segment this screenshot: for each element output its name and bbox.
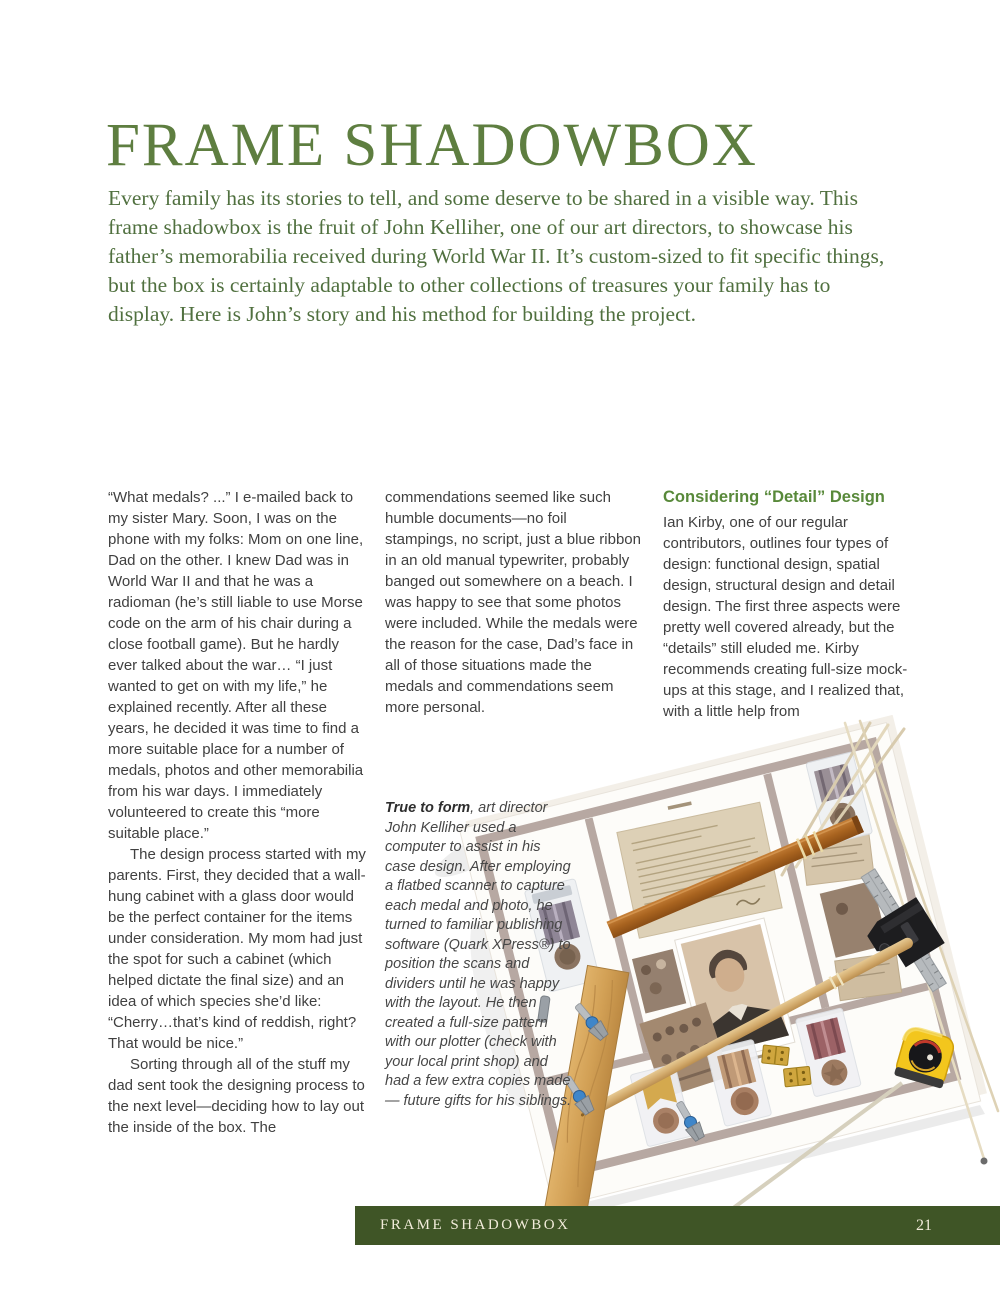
caption-text: , art director John Kelliher used a computer to assist in his case design. After employing a flatbed scanner to capture each medal and photo, he turned to familiar publishing software (Quark XPress®) to position the scans and dividers until he was happy with the layout. He then created a full-size pattern with our plotter (check with your local print shop) and had a few extra copies made— future gifts for his siblings. bbox=[385, 800, 572, 1109]
hinge-icon bbox=[762, 1045, 790, 1066]
body-paragraph: Sorting through all of the stuff my dad sent took the designing process to the next level—deciding how to lay out the inside of the box. The bbox=[108, 1056, 365, 1136]
body-paragraph: commendations seemed like such humble documents—no foil stampings, no script, just a blue ribbon in an old manual typewriter, probably banged out somewhere on a beach. I was happy to see that some photos were included. While the medals were the reason for the case, Dad’s face in all of those situations made the medals and commendations seem more personal. bbox=[385, 489, 641, 716]
footer-bar bbox=[355, 1206, 1000, 1245]
page-title: FRAME SHADOWBOX bbox=[106, 111, 758, 179]
text-column-2 bbox=[385, 487, 643, 718]
photo-caption bbox=[385, 799, 573, 1111]
text-column-1 bbox=[108, 487, 370, 1138]
caption-lead: True to form bbox=[385, 800, 471, 816]
footer-title: FRAME SHADOWBOX bbox=[380, 1217, 571, 1233]
body-paragraph: The design process started with my parents. First, they decided that a wall-hung cabinet with a glass door would be the perfect container for the items under consideration. My mom had just the spot for such a cabinet (which helped dictate the final size) and an idea of which species she’d like: “Cherry…that’s kind of reddish, right? That would be nice.” bbox=[108, 846, 366, 1052]
intro-paragraph: Every family has its stories to tell, and some deserve to be shared in a visible way. This frame shadowbox is the fruit of John Kelliher, one of our art directors, to showcase his father’s memorabilia received during World War II. It’s custom-sized to fit specific things, but the box is certainly adaptable to other collections of treasures your family has to display. Here is John’s story and his method for building the project. bbox=[108, 185, 885, 326]
section-heading: Considering “Detail” Design bbox=[663, 488, 885, 506]
page-number: 21 bbox=[916, 1217, 932, 1234]
body-paragraph: “What medals? ...” I e-mailed back to my sister Mary. Soon, I was on the phone with my folks: Mom on one line, Dad on the other. I knew Dad was in World War II and that he was a radioman (he’s still liable to use Morse code on the arm of his chair during a close football game). But he hardly ever talked about the war… “I just wanted to get on with my life,” he explained recently. After all these years, he decided it was time to find a more suitable place for a number of medals, photos and other memorabilia from his war days. I immediately volunteered to create this “more suitable place.” bbox=[108, 489, 364, 842]
text-column-3 bbox=[663, 487, 923, 722]
hinge-icon bbox=[783, 1066, 811, 1087]
body-paragraph: Ian Kirby, one of our regular contributors, outlines four types of design: functional design, spatial design, structural design and detail design. The first three aspects were pretty well covered already, but the “details” still eluded me. Kirby recommends creating full-size mock-ups at this stage, and I realized that, with a little help from bbox=[663, 514, 908, 720]
